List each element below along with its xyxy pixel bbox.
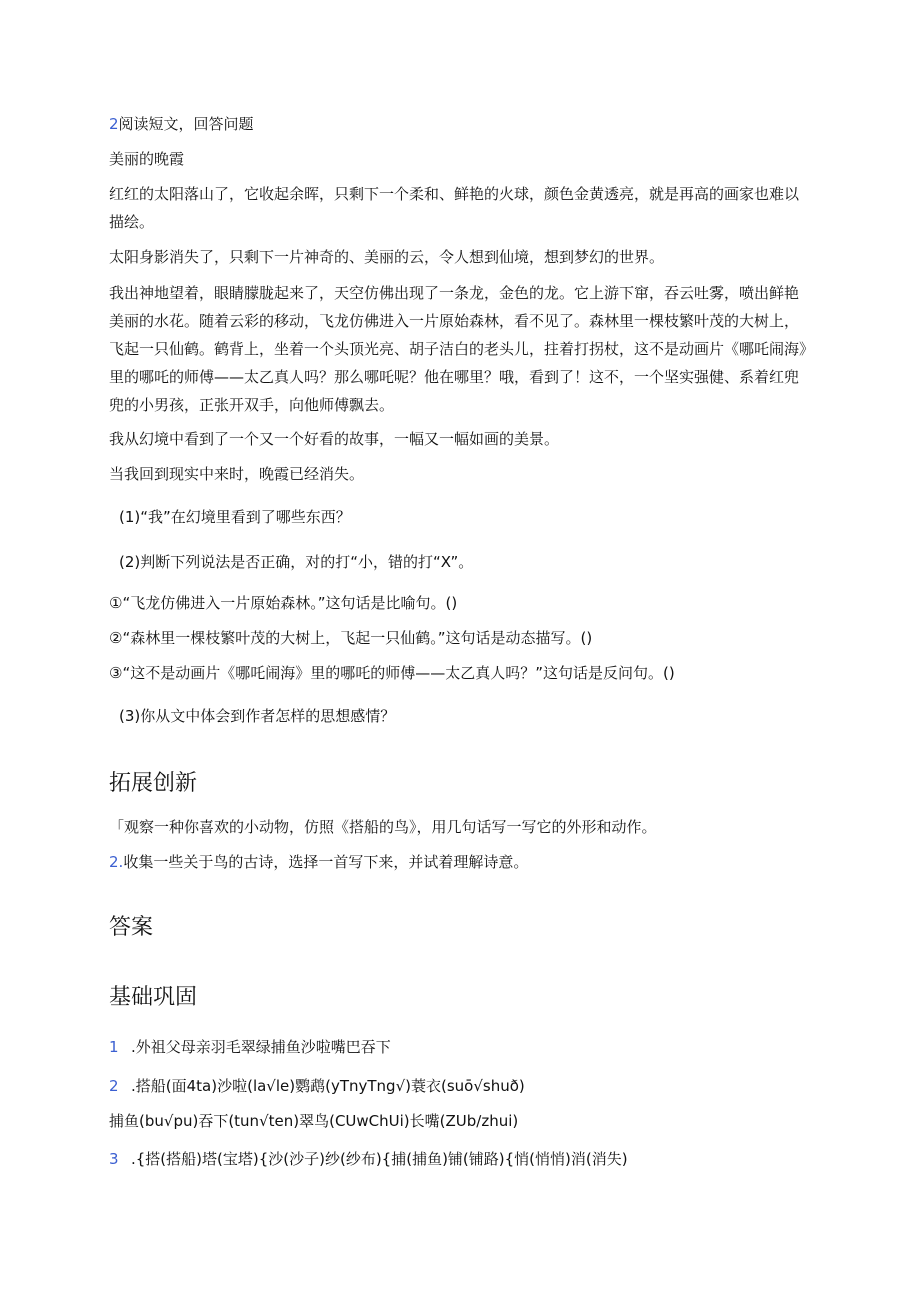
passage-paragraph-3: 我出神地望着，眼睛朦胧起来了，天空仿佛出现了一条龙，金色的龙。它上游下窜，吞云吐雾，喷出鲜艳美丽的水花。随着云彩的移动，飞龙仿佛进入一片原始森林，看不见了。森林里一棵枝繁叶茂的大树上，飞起一只仙鹤。鹤背上，坐着一个头顶光亮、胡子洁白的老头儿，拄着打拐杖，这不是动画片《哪吒闹海》里的哪吒的师傅——太乙真人吗？那么哪吒呢？他在哪里？哦，看到了！这不，一个坚实强健、系着红兜兜的小男孩，正张开双手，向他师傅飘去。 xyxy=(109,284,807,414)
question-2-item-1: ①“飞龙仿佛进入一片原始森林。”这句话是比喻句。() xyxy=(109,594,458,612)
answers-heading: 答案 xyxy=(109,915,154,940)
answer-number: 2 xyxy=(109,1077,119,1095)
question-1: (1)“我”在幻境里看到了哪些东西？ xyxy=(119,508,351,526)
passage-paragraph-4: 我从幻境中看到了一个又一个好看的故事，一幅又一幅如画的美景。 xyxy=(109,430,560,448)
answer-item-1 xyxy=(109,1033,809,1061)
instruction-text: 阅读短文，回答问题 xyxy=(118,115,254,133)
extension-item-1: 「观察一种你喜欢的小动物，仿照《搭船的鸟》，用几句话写一写它的外形和动作。 xyxy=(109,818,657,836)
answer-text: .搭船(面4ta)沙啦(la√le)鹦鹉(yTnyTng√)蓑衣(suō√shuð) xyxy=(131,1077,525,1095)
question-number: 2 xyxy=(109,115,119,133)
reading-instruction xyxy=(109,110,809,138)
answer-text: 捕鱼(bu√pu)吞下(tun√ten)翠鸟(CUwChUi)长嘴(ZUb∕zhui) xyxy=(109,1112,519,1130)
passage-title: 美丽的晚霞 xyxy=(109,150,185,168)
extension-item-2 xyxy=(109,848,809,876)
question-2-item-3: ③“这不是动画片《哪吒闹海》里的哪吒的师傅——太乙真人吗？”这句话是反问句。() xyxy=(109,664,675,682)
extension-heading: 拓展创新 xyxy=(109,771,198,796)
question-2-item-2: ②“森林里一棵枝繁叶茂的大树上，飞起一只仙鹤。”这句话是动态描写。() xyxy=(109,629,593,647)
question-2: (2)判断下列说法是否正确，对的打“小，错的打“X”。 xyxy=(119,553,474,571)
answer-text: .外祖父母亲羽毛翠绿捕鱼沙啦嘴巴吞下 xyxy=(131,1038,391,1056)
answer-item-3 xyxy=(109,1145,809,1173)
answers-subheading: 基础巩固 xyxy=(109,985,198,1010)
question-3: (3)你从文中体会到作者怎样的思想感情？ xyxy=(119,707,396,725)
answer-number: 1 xyxy=(109,1038,119,1056)
passage-paragraph-2: 太阳身影消失了，只剩下一片神奇的、美丽的云，令人想到仙境，想到梦幻的世界。 xyxy=(109,248,665,266)
answer-item-2 xyxy=(109,1072,809,1100)
extension-item-2-number: 2. xyxy=(109,853,124,871)
extension-item-2-text: 收集一些关于鸟的古诗，选择一首写下来，并试着理解诗意。 xyxy=(123,853,529,871)
passage-paragraph-1: 红红的太阳落山了，它收起余晖，只剩下一个柔和、鲜艳的火球，颜色金黄透亮，就是再高的画家也难以描绘。 xyxy=(109,185,800,231)
answer-item-2-continued xyxy=(109,1107,809,1135)
answer-text: .{搭(搭船)塔(宝塔){沙(沙子)纱(纱布){捕(捕鱼)铺(铺路){悄(悄悄)消(消失) xyxy=(131,1150,628,1168)
answer-number: 3 xyxy=(109,1150,119,1168)
passage-paragraph-5: 当我回到现实中来时，晚霞已经消失。 xyxy=(109,465,365,483)
